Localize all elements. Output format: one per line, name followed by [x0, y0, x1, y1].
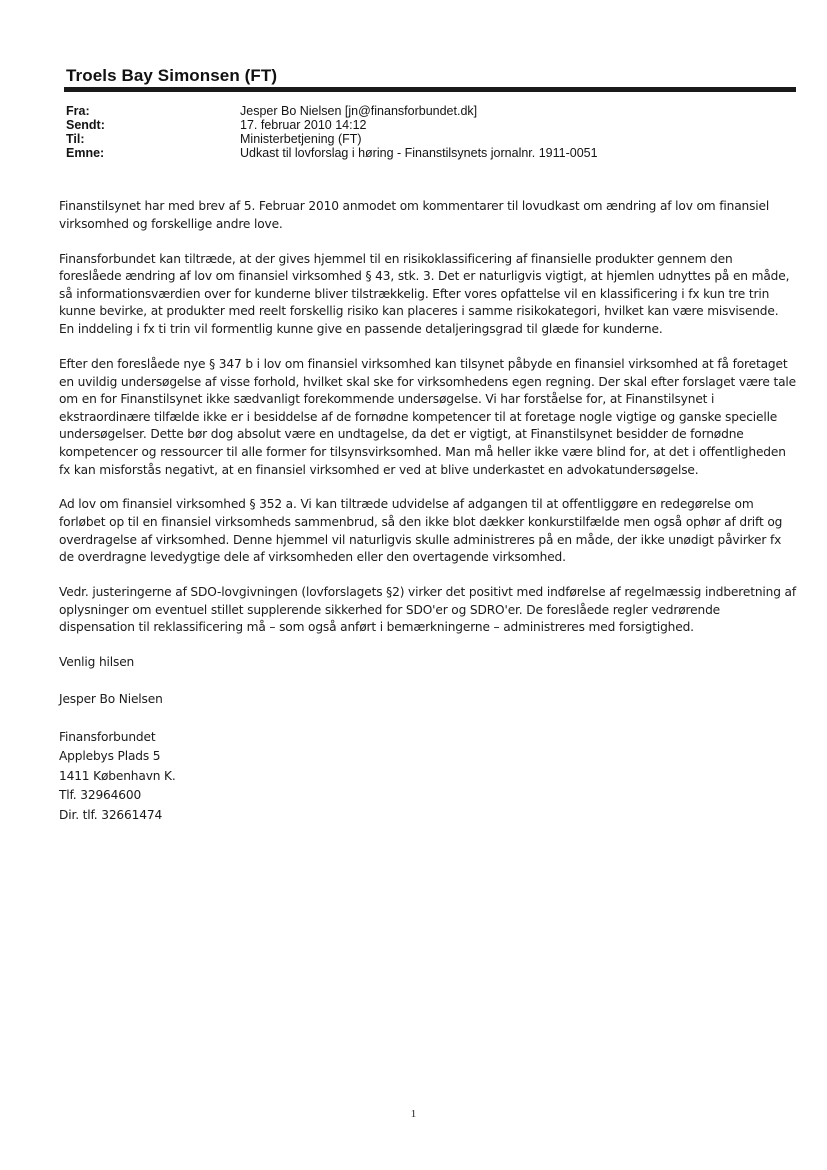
address-line-phone: Tlf. 32964600: [59, 788, 142, 803]
page-number: 1: [410, 1108, 417, 1120]
from-label: Fra:: [66, 104, 90, 118]
from-value: Jesper Bo Nielsen [jn@finansforbundet.dk]: [240, 104, 478, 118]
body-paragraph-1: Finanstilsynet har med brev af 5. Februar 2010 anmodet om kommentarer til lovudkast om ændring af lov om finansiel virksomhed og forskellige andre love.: [59, 199, 770, 231]
address-line-direct-phone: Dir. tlf. 32661474: [59, 807, 163, 822]
header-row-sent: [66, 118, 598, 132]
header-row-from: [66, 104, 598, 118]
address-line-org: Finansforbundet: [59, 729, 156, 744]
sent-value: 17. februar 2010 14:12: [240, 118, 367, 132]
closing-greeting: Venlig hilsen: [59, 655, 135, 670]
sender-address: [59, 728, 797, 826]
address-line-city: 1411 København K.: [59, 768, 176, 783]
mailbox-owner-name: Troels Bay Simonsen (FT): [66, 66, 278, 85]
email-body: [59, 198, 797, 825]
subject-label: Emne:: [66, 146, 105, 160]
to-label: Til:: [66, 132, 85, 146]
body-paragraph-2: Finansforbundet kan tiltræde, at der gives hjemmel til en risikoklassificering af finansielle produkter gennem den foreslåede ændring af lov om finansiel virksomhed § 43, stk. 3. Det er naturligvis vigtigt, at hjemlen udnyttes på en måde, så informationsværdien over for kunderne bliver tilstrækkelig. Efter vores opfattelse vil en klassificering i fx kun tre trin kunne bevirke, at produkter med reelt forskellig risiko kan placeres i samme risikokategori, hvilket kan være misvisende. En inddeling i fx ti trin vil formentlig kunne give en passende detaljeringsgrad til glæde for kunderne.: [59, 251, 790, 336]
body-paragraph-5: Vedr. justeringerne af SDO-lovgivningen (lovforslagets §2) virker det positivt med indførelse af regelmæssig indberetning af oplysninger om eventuel stillet supplerende sikkerhed for SDO'er og SDRO'er. De foreslåede regler vedrørende dispensation til reklassificering må – som også anført i bemærkningerne – administreres med forsigtighed.: [59, 585, 796, 635]
sent-label: Sendt:: [66, 118, 105, 132]
address-line-street: Applebys Plads 5: [59, 749, 161, 764]
header-divider: [64, 87, 796, 92]
signature-block: [59, 654, 797, 825]
to-value: Ministerbetjening (FT): [240, 132, 362, 146]
subject-value: Udkast til lovforslag i høring - Finanstilsynets jornalnr. 1911-0051: [240, 146, 598, 160]
email-header-block: [66, 104, 598, 160]
header-row-subject: [66, 146, 598, 160]
body-paragraph-3: Efter den foreslåede nye § 347 b i lov om finansiel virksomhed kan tilsynet påbyde en finansiel virksomhed at få foretaget en uvildig undersøgelse af visse forhold, hvilket skal ske for virksomhedens egen regning. Der skal efter forslaget være tale om en for Finanstilsynet ikke sædvanligt forekommende undersøgelse. Vi har forståelse for, at Finanstilsynet i ekstraordinære tilfælde ikke er i besiddelse af de fornødne kompetencer til at foretage nogle vigtige og ganske specielle undersøgelser. Dette bør dog absolut være en undtagelse, da det er vigtigt, at Finanstilsynet besidder de fornødne kompetencer og ressourcer til alle former for tilsynsvirksomhed. Man må heller ikke være blind for, at det i offentligheden fx kan misforstås negativt, at en finansiel virksomhed er ved at blive underkastet en advokatundersøgelse.: [59, 356, 796, 477]
signer-name: Jesper Bo Nielsen: [59, 692, 163, 707]
body-paragraph-4: Ad lov om finansiel virksomhed § 352 a. Vi kan tiltræde udvidelse af adgangen til at offentliggøre en redegørelse om forløbet op til en finansiel virksomheds sammenbrud, så den ikke blot dækker konkurstilfælde men også ophør af drift og overdragelse af virksomhed. Denne hjemmel vil naturligvis skulle administreres på en måde, der ikke unødigt påvirker fx de overdragne levedygtige dele af virksomheden eller den overtagende virksomhed.: [59, 497, 783, 565]
header-row-to: [66, 132, 598, 146]
